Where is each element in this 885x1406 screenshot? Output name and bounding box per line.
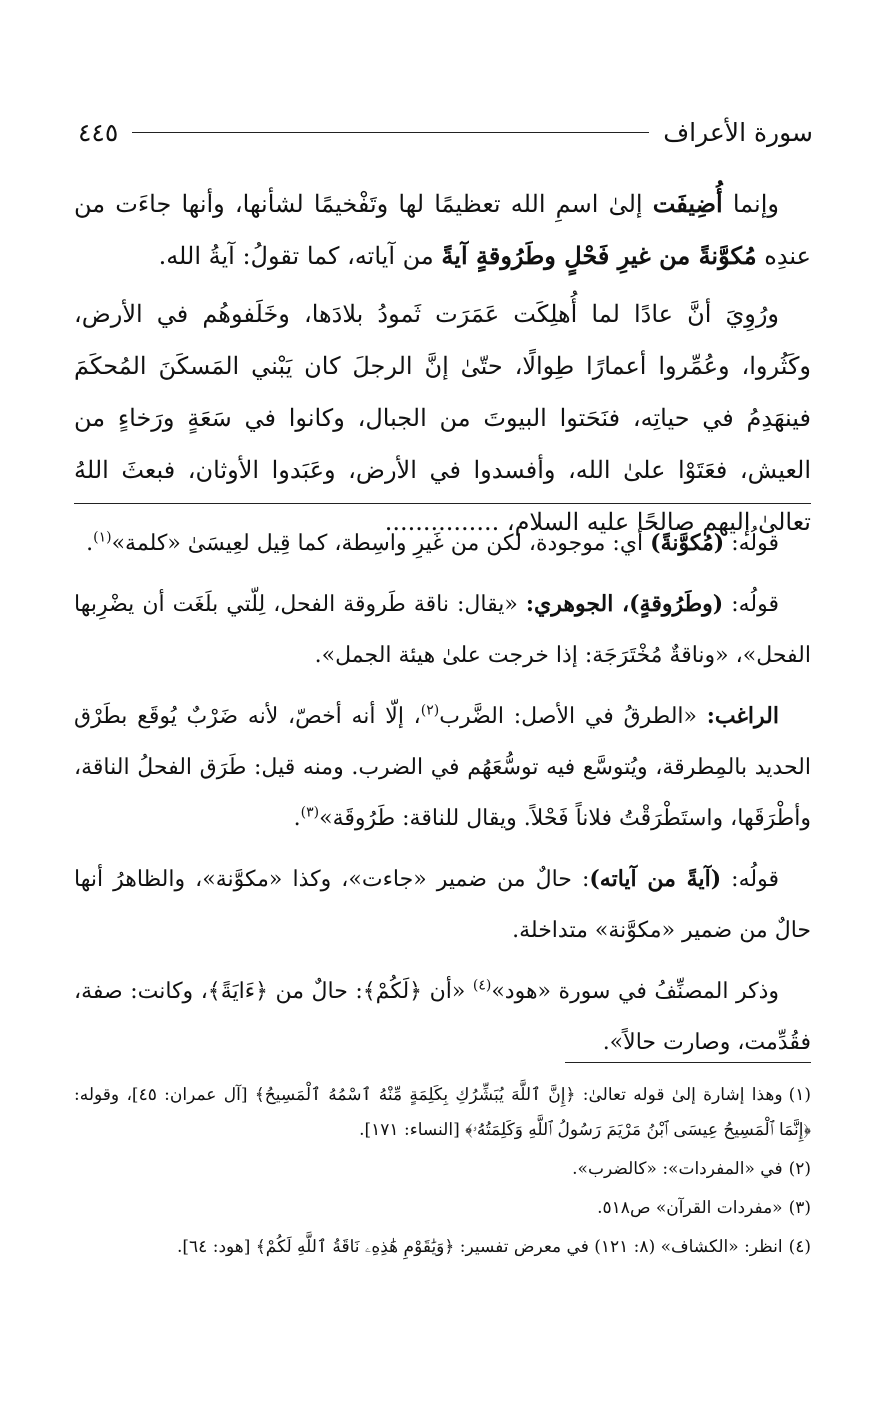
- text-run: «أن ﴿لَكُمْ﴾: حالٌ من ﴿ءَايَةً﴾، وكانت: صفة، فقُدِّمت، وصارت حالاً».: [74, 979, 811, 1055]
- main-text: [74, 178, 811, 554]
- bold-term: أُضِيفَت: [652, 189, 723, 218]
- main-paragraph-2: ورُوِيَ أنَّ عادًا لما أُهلِكَت عَمَرَت ثَمودُ بلادَها، وخَلَفوهُم في الأرض، وكَثُروا، وعُمِّروا أعمارًا طِوالًا، حتّىٰ إنَّ الرجلَ كان يَبْني المَسكَنَ المُحكَمَ فينهَدِمُ في حياتِه، فنَحَتوا البيوتَ من الجبال، وكانوا في سَعَةٍ ورَخاءٍ من العيش، فعَتَوْا علىٰ الله، وأفسدوا في الأرض، وعَبَدوا الأوثان، فبعثَ اللهُ تعالىٰ إليهم صالحًا عليه السلام، ...............: [74, 300, 811, 536]
- footnote-4: [74, 1230, 811, 1265]
- footnotes: [74, 1078, 811, 1269]
- main-text-divider: [74, 503, 811, 504]
- text-run: قولُه:: [724, 531, 779, 556]
- footnote-text: انظر: «الكشاف» (٨: ١٢١) في معرض تفسير: ﴿وَيَٰقَوْمِ هَٰذِهِۦ نَاقَةُ ٱللَّهِ لَكُمْ﴾ [هود: ٦٤].: [177, 1237, 783, 1257]
- text-run: وإنما: [722, 190, 779, 218]
- commentary-paragraph-5: [74, 966, 811, 1068]
- footnote-number: (١): [788, 1085, 811, 1105]
- text-run: قولُه:: [721, 867, 779, 892]
- text-run: قولُه:: [723, 592, 779, 617]
- footnote-text: وهذا إشارة إلىٰ قوله تعالىٰ: ﴿إِنَّ ٱللَّهَ يُبَشِّرُكِ بِكَلِمَةٍ مِّنْهُ ٱسْمُهُ ٱلْمَسِيحُ﴾ [آل عمران: ٤٥]، وقوله: ﴿إِنَّمَا ٱلْمَسِيحُ عِيسَى ٱبْنُ مَرْيَمَ رَسُولُ ٱللَّهِ وَكَلِمَتُهُۥ﴾ [النساء: ١٧١].: [74, 1085, 811, 1140]
- commentary-paragraph-3: [74, 691, 811, 844]
- footnote-number: (٣): [788, 1198, 811, 1218]
- footnote-3: [74, 1191, 811, 1226]
- footnote-number: (٢): [788, 1159, 811, 1179]
- footnote-text: في «المفردات»: «كالضرب».: [572, 1159, 783, 1179]
- bold-term: (وطَرُوقةٍ)، الجوهري:: [525, 591, 724, 617]
- text-run: وذكر المصنِّفُ في سورة «هود»: [491, 979, 779, 1004]
- footnote-number: (٤): [788, 1237, 811, 1257]
- footnote-1: [74, 1078, 811, 1148]
- text-run: .: [86, 531, 94, 556]
- footnote-ref: (١): [93, 529, 112, 546]
- main-paragraph-1: [74, 178, 811, 282]
- page-header: [78, 112, 813, 152]
- footnote-text: «مفردات القرآن» ص٥١٨.: [597, 1198, 783, 1218]
- commentary-paragraph-4: [74, 854, 811, 956]
- footnote-divider: [565, 1062, 811, 1063]
- page-number: ٤٤٥: [78, 117, 119, 147]
- text-run: إلىٰ اسمِ الله تعظيمًا لها وتَفْخيمًا لشأنها، وأنها جاءَت من عندِه: [74, 190, 811, 270]
- bold-term: (مُكوَّنةً): [650, 530, 725, 556]
- header-rule: [132, 132, 649, 133]
- bold-term: الراغب:: [706, 703, 779, 729]
- commentary-paragraph-1: [74, 518, 811, 569]
- bold-term: (آيةً من آياته): [589, 866, 722, 892]
- text-run: ، إلّا أنه أخصّ، لأنه ضَرْبٌ يُوقَع بطَرْق الحديد بالمِطرقة، ويُتوسَّع فيه توسُّعَهُم في الضرب. ومنه قيل: طَرَق الفحلُ الناقة، وأطْرَقَها، واستَطْرَقْتُ فلاناً فَحْلاً. ويقال للناقة: طَرُوقَة»: [74, 704, 811, 831]
- footnote-ref: (٣): [300, 804, 320, 821]
- text-run: .: [293, 806, 301, 831]
- commentary: [74, 518, 811, 1078]
- text-run: «الطرقُ في الأصل: الضَّرب: [439, 704, 707, 729]
- text-run: «يقال: ناقة طَروقة الفحل، لِلّتي بلَغَت أن يضْرِبها الفحل»، «وناقةٌ مُخْتَرَجَة: إذا خرجت علىٰ هيئة الجمل».: [74, 592, 811, 668]
- surah-title: سورة الأعراف: [663, 117, 813, 147]
- text-run: : حالٌ من ضمير «جاءت»، وكذا «مكوَّنة»، والظاهرُ أنها حالٌ من ضمير «مكوَّنة» متداخلة.: [74, 867, 811, 943]
- bold-term: مُكوَّنةً من غيرِ فَحْلٍ وطَرُوقةٍ آيةً: [441, 241, 757, 270]
- footnote-2: [74, 1152, 811, 1187]
- commentary-paragraph-2: [74, 579, 811, 681]
- text-run: من آياته، كما تقولُ: آيةُ الله.: [158, 242, 442, 270]
- footnote-ref: (٢): [420, 702, 440, 719]
- text-run: أي: موجودة، لكن من غَيرِ واسِطة، كما قِيل لعِيسَىٰ «كلمة»: [111, 531, 651, 556]
- footnote-ref: (٤): [472, 977, 492, 994]
